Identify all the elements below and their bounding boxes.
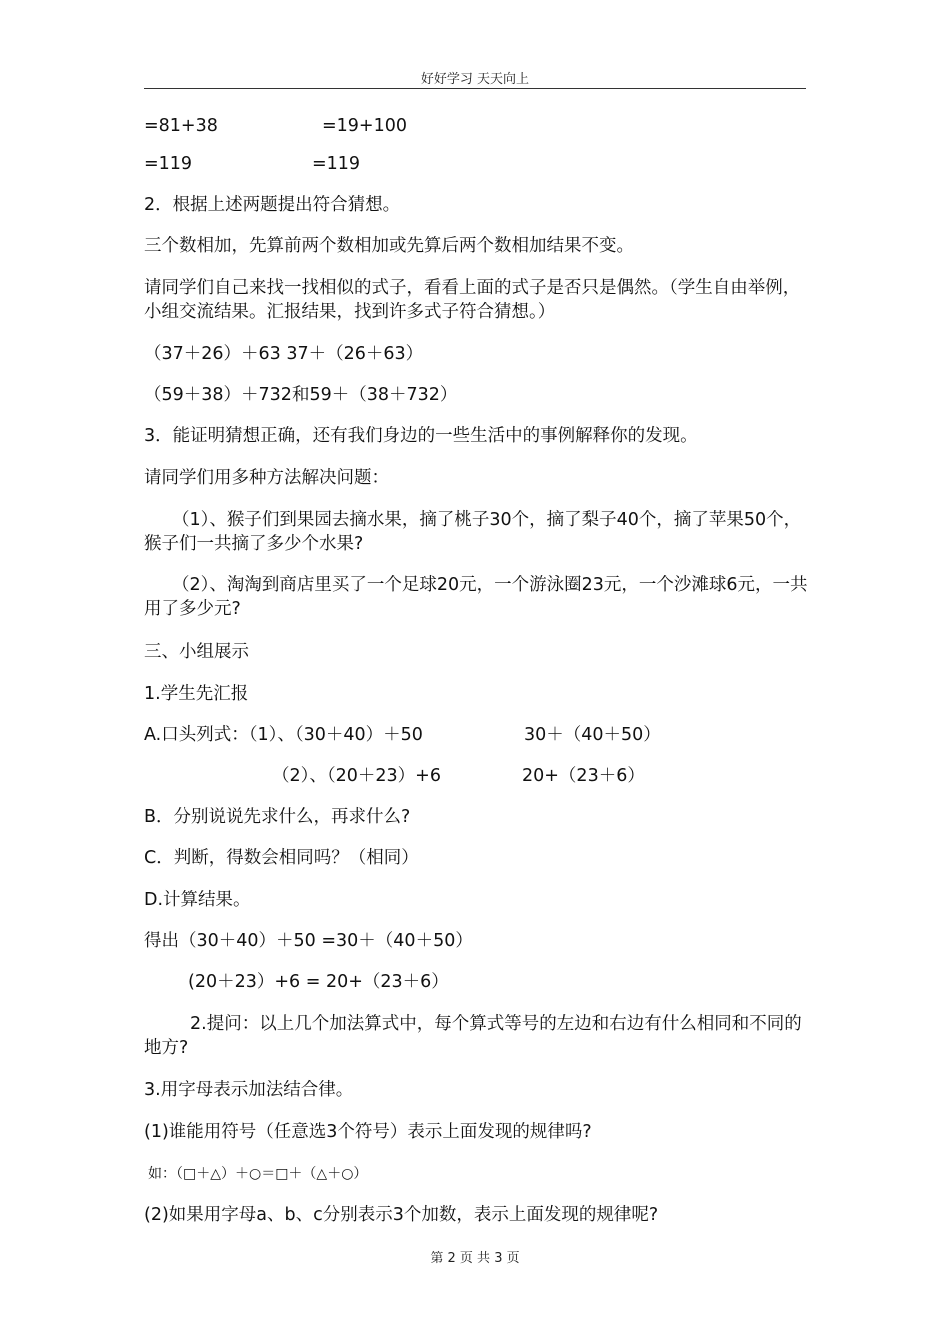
step-d: D.计算结果。 [144,890,251,910]
conjecture-statement: 三个数相加，先算前两个数相加或先算后两个数相加结果不变。 [144,236,634,256]
header-rule [144,88,806,89]
methods-prompt: 请同学们用多种方法解决问题： [144,468,389,488]
calc-right-2: =119 [312,154,361,174]
symbols-example: 如：（□＋△）＋○＝□＋（△＋○） [148,1166,368,1182]
calc-right-1: =19+100 [322,116,407,136]
proof-heading: 3．能证明猜想正确，还有我们身边的一些生活中的事例解释你的发现。 [144,426,698,446]
letters-question: (2)如果用字母a、b、c分别表示3个加数，表示上面发现的规律呢? [144,1205,659,1225]
problem-taotao: （2）、淘淘到商店里买了一个足球20元，一个游泳圈23元，一个沙滩球6元，一共用了多少元? [144,575,808,619]
calc-left-2: =119 [144,154,193,174]
oral-expression-1-right: 30＋（40＋50） [524,725,661,745]
step-c: C．判断，得数会相同吗？（相同） [144,848,419,868]
student-report: 1.学生先汇报 [144,684,249,704]
oral-expression-2-left: （2）、（20＋23）+6 [272,766,441,786]
result-line-1: 得出（30＋40）＋50 =30＋（40＋50） [144,931,473,951]
question-paragraph: 2.提问：以上几个加法算式中，每个算式等号的左边和右边有什么相同和不同的地方? [144,1014,802,1058]
problem-monkeys: （1）、猴子们到果园去摘水果，摘了桃子30个，摘了梨子40个，摘了苹果50个，猴子们一共摘了多少个水果? [144,510,802,554]
oral-expression-1-left: A.口头列式：（1）、（30＋40）＋50 [144,725,423,745]
calc-left-1: =81+38 [144,116,218,136]
symbols-question: (1)谁能用符号（任意选3个符号）表示上面发现的规律吗? [144,1122,592,1142]
section-group-show: 三、小组展示 [144,642,249,662]
example-expression-1: （37＋26）＋63 37＋（26＋63） [144,344,424,364]
result-line-2: (20＋23）+6 = 20+（23＋6） [188,972,449,992]
page-header: 好好学习 天天向上 [420,72,530,87]
self-check-paragraph: 请同学们自己来找一找相似的式子，看看上面的式子是否只是偶然。（学生自由举例，小组交流结果。汇报结果，找到许多式子符合猜想。） [144,278,801,322]
conjecture-heading: 2．根据上述两题提出符合猜想。 [144,195,401,215]
oral-expression-2-right: 20+（23＋6） [522,766,645,786]
step-b: B．分别说说先求什么，再求什么? [144,807,411,827]
page-footer: 第 2 页 共 3 页 [430,1251,520,1266]
letters-heading: 3.用字母表示加法结合律。 [144,1080,354,1100]
example-expression-2: （59＋38）＋732和59＋（38＋732） [144,385,458,405]
